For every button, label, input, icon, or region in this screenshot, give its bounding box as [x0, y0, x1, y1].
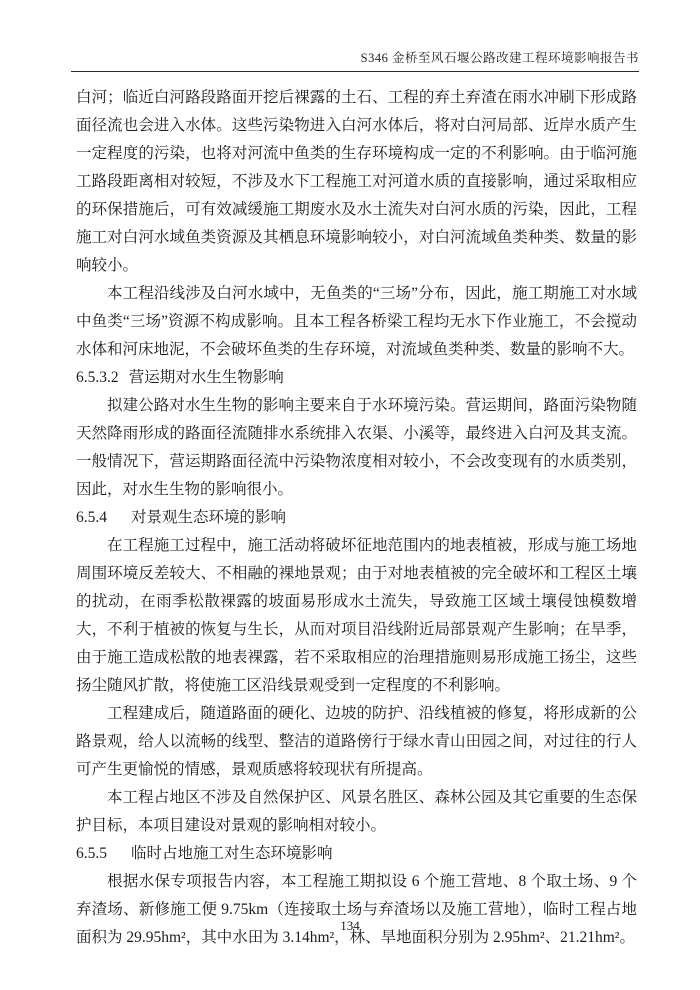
section-number: 6.5.5 [76, 845, 107, 862]
paragraph: 根据水保专项报告内容，本工程施工期拟设 6 个施工营地、8 个取土场、9 个弃渣场、新修施工便 9.75km（连接取土场与弃渣场以及施工营地），临时工程占地面积为 29.95hm²，其中水田为 3.14hm²，林、旱地面积分别为 2.95hm²、21.21hm²。 [76, 873, 637, 946]
section-heading [76, 840, 637, 868]
section-number: 6.5.4 [76, 509, 107, 526]
section-title: 营运期对水生生物影响 [128, 369, 284, 386]
paragraph: 在工程施工过程中，施工活动将破坏征地范围内的地表植被，形成与施工场地周围环境反差较大、不相融的裸地景观；由于对地表植被的完全破坏和工程区土壤的扰动，在雨季松散裸露的坡面易形成水土流失，导致施工区域土壤侵蚀模数增大，不利于植被的恢复与生长，从而对项目沿线附近局部景观产生影响；在旱季，由于施工造成松散的地表裸露，若不采取相应的治理措施则易形成施工扬尘，这些扬尘随风扩散，将使施工区沿线景观受到一定程度的不利影响。 [76, 537, 637, 694]
page-number: 134 [340, 918, 360, 933]
section-number: 6.5.3.2 [76, 369, 119, 386]
header-title: S346 金桥至风石堰公路改建工程环境影响报告书 [360, 51, 639, 65]
section-title: 对景观生态环境的影响 [131, 509, 287, 526]
document-body [76, 84, 637, 952]
paragraph: 工程建成后，随道路面的硬化、边坡的防护、沿线植被的修复，将形成新的公路景观，给人以流畅的线型、整洁的道路傍行于绿水青山田园之间，对过往的行人可产生更愉悦的情感，景观质感将较现状有所提高。 [76, 705, 637, 778]
section-heading [76, 364, 637, 392]
paragraph: 本工程沿线涉及白河水域中，无鱼类的“三场”分布，因此，施工期施工对水域中鱼类“三场”资源不构成影响。且本工程各桥梁工程均无水下作业施工，不会搅动水体和河床地泥，不会破坏鱼类的生存环境，对流域鱼类种类、数量的影响不大。 [76, 285, 637, 358]
page-header [71, 48, 639, 72]
paragraph: 本工程占地区不涉及自然保护区、风景名胜区、森林公园及其它重要的生态保护目标，本项目建设对景观的影响相对较小。 [76, 789, 637, 834]
paragraph: 白河；临近白河路段路面开挖后裸露的土石、工程的弃土弃渣在雨水冲刷下形成路面径流也会进入水体。这些污染物进入白河水体后，将对白河局部、近岸水质产生一定程度的污染，也将对河流中鱼类的生存环境构成一定的不利影响。由于临河施工路段距离相对较短，不涉及水下工程施工对河道水质的直接影响，通过采取相应的环保措施后，可有效减缓施工期废水及水土流失对白河水质的污染，因此，工程施工对白河水域鱼类资源及其栖息环境影响较小，对白河流域鱼类种类、数量的影响较小。 [76, 89, 637, 274]
paragraph: 拟建公路对水生生物的影响主要来自于水环境污染。营运期间，路面污染物随天然降雨形成的路面径流随排水系统排入农渠、小溪等，最终进入白河及其支流。一般情况下，营运期路面径流中污染物浓度相对较小，不会改变现有的水质类别，因此，对水生生物的影响很小。 [76, 397, 637, 498]
section-title: 临时占地施工对生态环境影响 [131, 845, 333, 862]
page-footer [0, 918, 700, 934]
section-heading [76, 504, 637, 532]
